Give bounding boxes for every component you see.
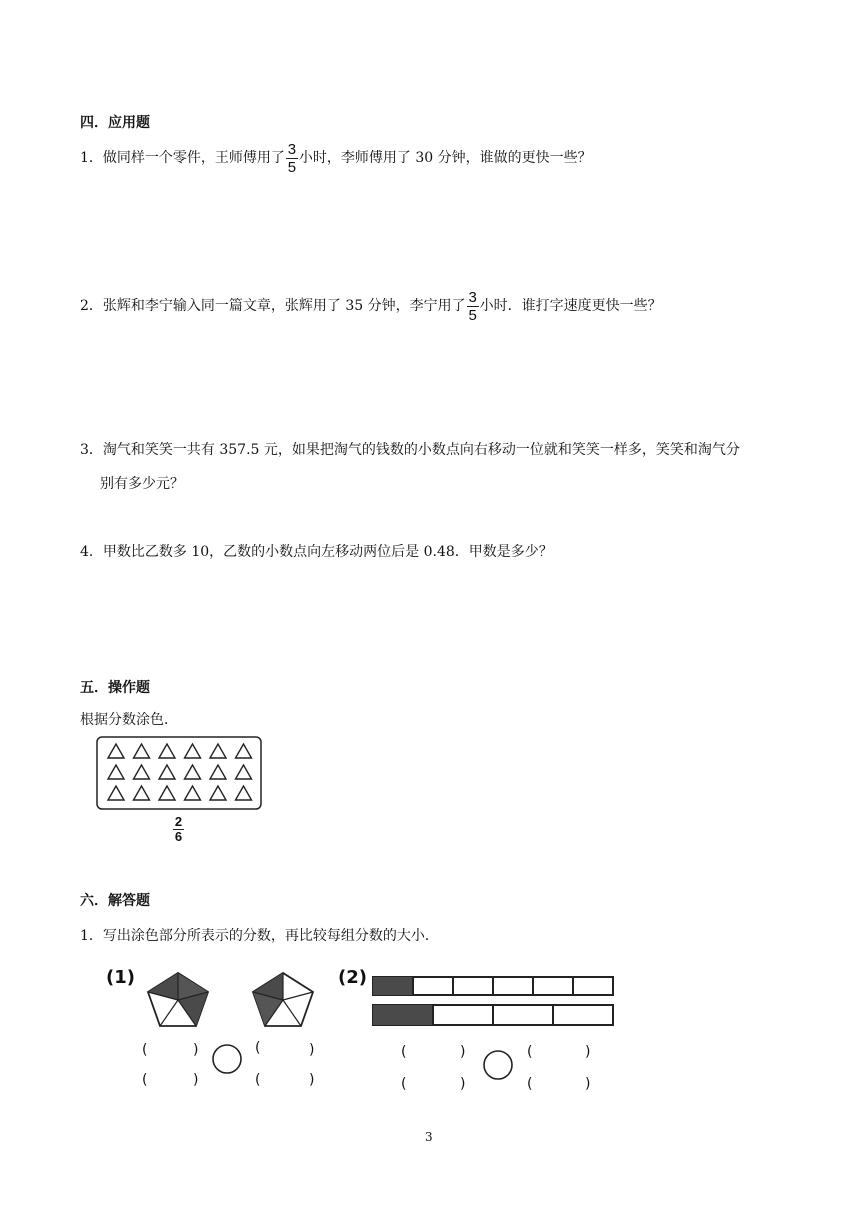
figure-label-1: (1) [106, 967, 135, 988]
triangle-cell[interactable] [108, 744, 124, 758]
triangle-cell[interactable] [236, 765, 252, 779]
pentagon-figure-2 [250, 970, 316, 1030]
question-2-text-before: 2．张辉和李宁输入同一篇文章，张辉用了 35 分钟，李宁用了 [80, 298, 466, 314]
answer-blank-paren-open: ( [527, 1044, 533, 1060]
triangle-cell[interactable] [159, 786, 175, 800]
triangle-cell[interactable] [159, 744, 175, 758]
answer-blank-paren-close: ) [460, 1076, 466, 1092]
question-3-line-2: 别有多少元？ [100, 476, 184, 492]
triangle-cell[interactable] [185, 765, 201, 779]
answer-blank-paren-open: ( [142, 1042, 148, 1058]
question-4: 4．甲数比乙数多 10，乙数的小数点向左移动两位后是 0.48．甲数是多少？ [80, 544, 553, 560]
triangle-cell[interactable] [236, 744, 252, 758]
bar-figures [371, 975, 617, 1027]
answer-blank-paren-open: ( [401, 1076, 407, 1092]
triangle-cell[interactable] [134, 765, 150, 779]
question-3-line-1: 3．淘气和笑笑一共有 357.5 元，如果把淘气的钱数的小数点向右移动一位就和笑笑一样多，笑笑和淘气分 [80, 442, 740, 458]
answer-blank-paren-close: ) [585, 1076, 591, 1092]
fraction-numerator: 3 [468, 288, 477, 306]
triangle-cell[interactable] [108, 786, 124, 800]
triangle-grid [96, 736, 262, 810]
comparison-circle-2[interactable] [481, 1048, 515, 1082]
fraction-denominator: 5 [468, 306, 477, 324]
triangle-cell[interactable] [236, 786, 252, 800]
triangle-cell[interactable] [134, 786, 150, 800]
question-1-text-after: 小时，李师傅用了 30 分钟，谁做的更快一些？ [298, 150, 592, 166]
question-1-text-before: 1．做同样一个零件，王师傅用了 [80, 150, 285, 166]
fraction-three-fifths [286, 142, 298, 175]
answer-question-1: 1．写出涂色部分所表示的分数，再比较每组分数的大小． [80, 928, 439, 944]
question-1 [80, 140, 592, 176]
triangle-cell[interactable] [185, 786, 201, 800]
section-heading-answer: 六．解答题 [80, 893, 150, 909]
page-number: 3 [425, 1130, 433, 1144]
answer-blank-paren-open: ( [401, 1044, 407, 1060]
triangle-cell[interactable] [210, 786, 226, 800]
answer-blank-paren-close: ) [309, 1072, 315, 1088]
answer-blank-paren-close: ) [193, 1042, 199, 1058]
triangle-cell[interactable] [185, 744, 201, 758]
triangle-cell[interactable] [108, 765, 124, 779]
fraction-numerator: 2 [174, 814, 183, 829]
figure-label-2: (2) [338, 967, 367, 988]
question-2-text-after: 小时．谁打字速度更快一些？ [479, 298, 662, 314]
answer-blank-paren-close: ) [193, 1072, 199, 1088]
question-2 [80, 288, 662, 324]
fraction-two-sixths [173, 816, 184, 843]
operation-instruction: 根据分数涂色． [80, 712, 178, 728]
answer-blank-paren-open: ( [255, 1040, 261, 1056]
answer-blank-paren-close: ) [585, 1044, 591, 1060]
fraction-numerator: 3 [287, 140, 297, 158]
answer-blank-paren-open: ( [255, 1072, 261, 1088]
answer-blank-paren-open: ( [527, 1076, 533, 1092]
comparison-circle-1[interactable] [210, 1042, 244, 1076]
section-heading-application: 四．应用题 [80, 115, 150, 131]
pentagon-figure-1 [145, 970, 211, 1030]
bar-sixths [373, 977, 613, 995]
fraction-denominator: 5 [287, 158, 297, 176]
answer-blank-paren-open: ( [142, 1072, 148, 1088]
operation-fraction [172, 816, 185, 843]
answer-blank-paren-close: ) [460, 1044, 466, 1060]
fraction-three-fifths [467, 290, 479, 323]
triangle-cell[interactable] [210, 765, 226, 779]
triangle-cell[interactable] [134, 744, 150, 758]
triangle-cell[interactable] [210, 744, 226, 758]
triangle-cell[interactable] [159, 765, 175, 779]
answer-blank-paren-close: ) [309, 1042, 315, 1058]
section-heading-operation: 五．操作题 [80, 680, 150, 696]
bar-quarters [373, 1005, 613, 1025]
fraction-denominator: 6 [174, 829, 183, 844]
